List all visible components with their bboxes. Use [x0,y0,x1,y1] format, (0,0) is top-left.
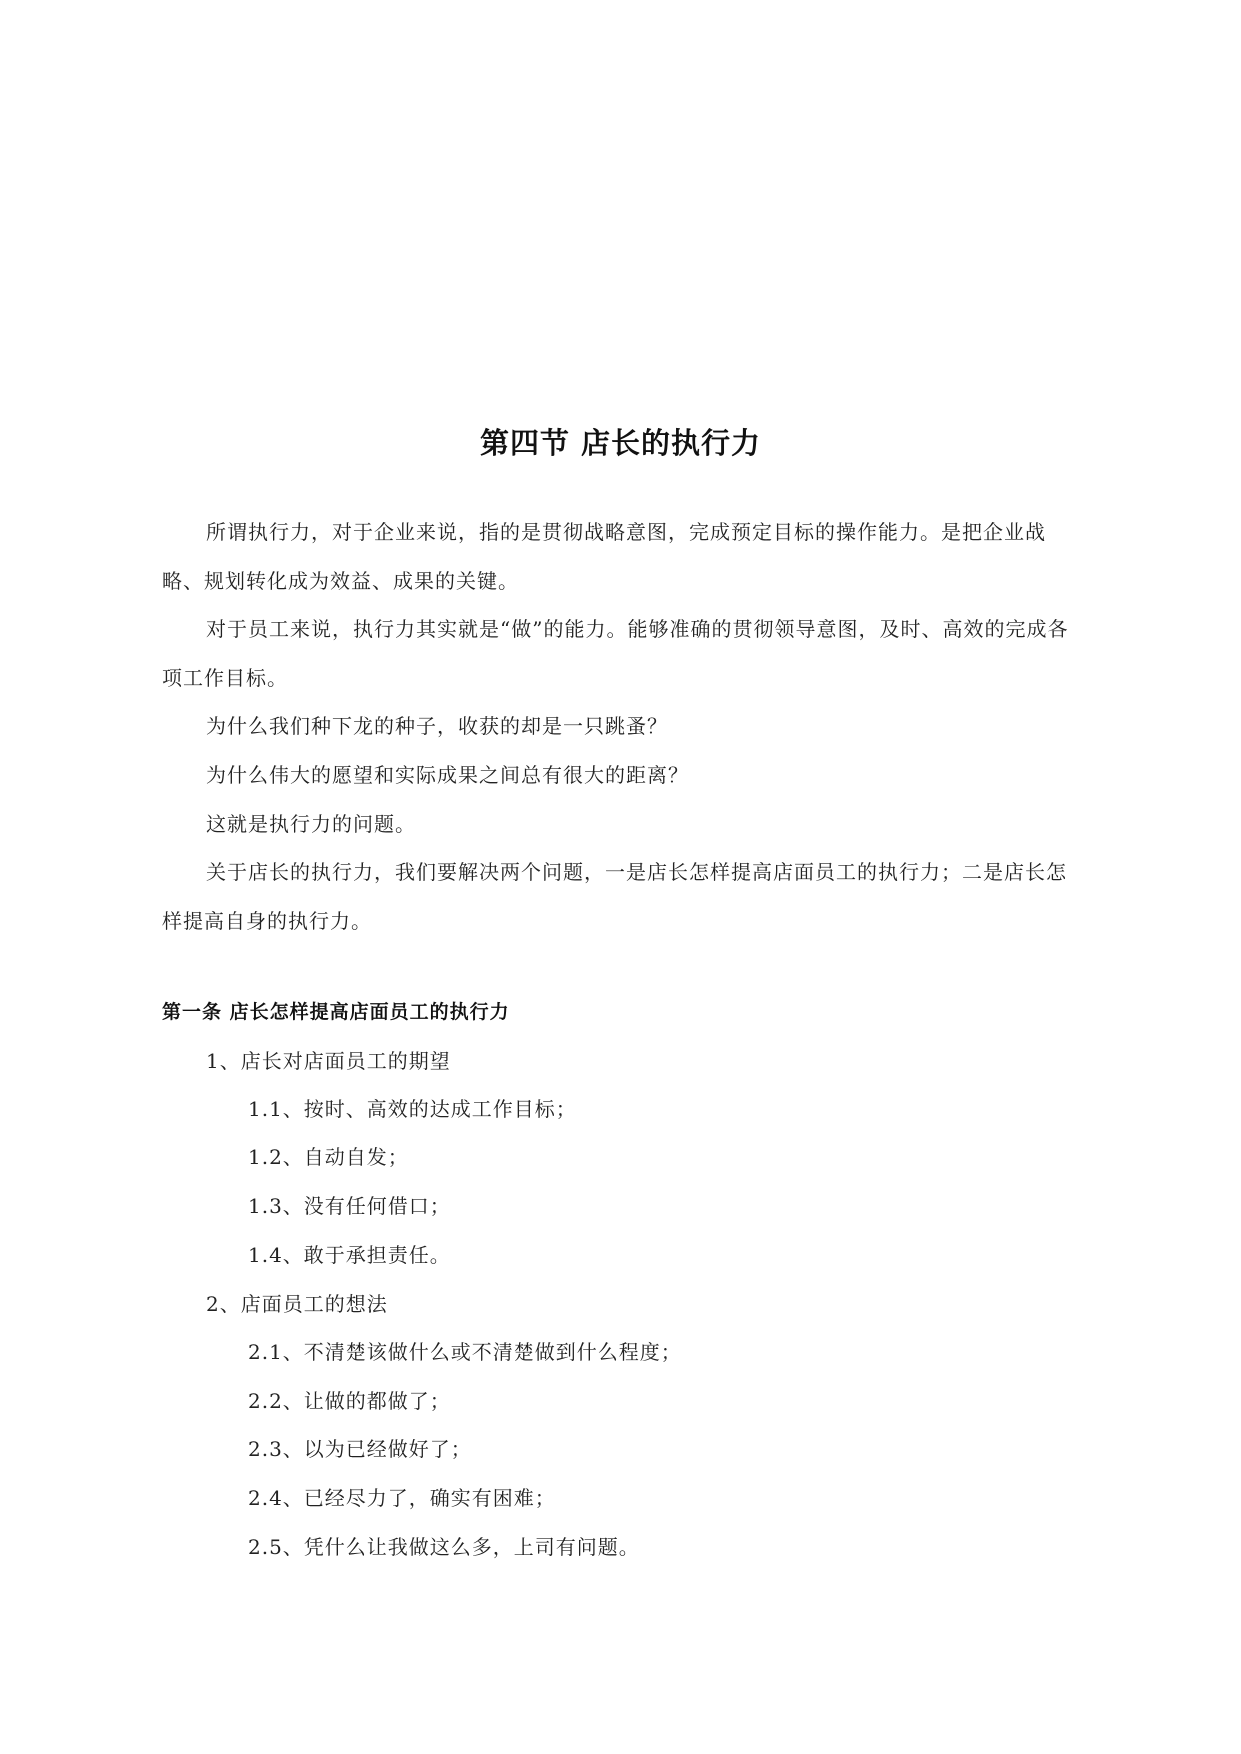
section-title: 第四节 店长的执行力 [479,426,762,461]
list-item: 1.1、按时、高效的达成工作目标； [248,1097,577,1121]
paragraph-two-problems: 关于店长的执行力，我们要解决两个问题，一是店长怎样提高店面员工的执行力；二是店长怎样提高自身的执行力。 [162,860,1067,933]
list-item: 2、店面员工的想法 [206,1292,388,1316]
list-item: 1.3、没有任何借口； [248,1194,451,1218]
paragraph-question-distance: 为什么伟大的愿望和实际成果之间总有很大的距离？ [206,763,689,787]
paragraph-employee-execution: 对于员工来说，执行力其实就是“做”的能力。能够准确的贯彻领导意图，及时、高效的完成各项工作目标。 [162,617,1069,690]
list-item: 2.4、已经尽力了，确实有困难； [248,1486,556,1510]
list-item: 2.5、凭什么让我做这么多，上司有问题。 [248,1535,640,1559]
list-item: 2.1、不清楚该做什么或不清楚做到什么程度； [248,1340,682,1364]
list-item: 1.2、自动自发； [248,1145,409,1169]
paragraph-execution-problem: 这就是执行力的问题。 [206,812,416,836]
section-heading: 第一条 店长怎样提高店面员工的执行力 [162,1001,510,1023]
list-item: 2.2、让做的都做了； [248,1389,451,1413]
list-item: 1、店长对店面员工的期望 [206,1049,451,1073]
list-item: 2.3、以为已经做好了； [248,1437,472,1461]
paragraph-question-dragon: 为什么我们种下龙的种子，收获的却是一只跳蚤？ [206,714,668,738]
paragraph-execution-definition: 所谓执行力，对于企业来说，指的是贯彻战略意图，完成预定目标的操作能力。是把企业战略、规划转化成为效益、成果的关键。 [162,520,1046,593]
list-item: 1.4、敢于承担责任。 [248,1243,451,1267]
